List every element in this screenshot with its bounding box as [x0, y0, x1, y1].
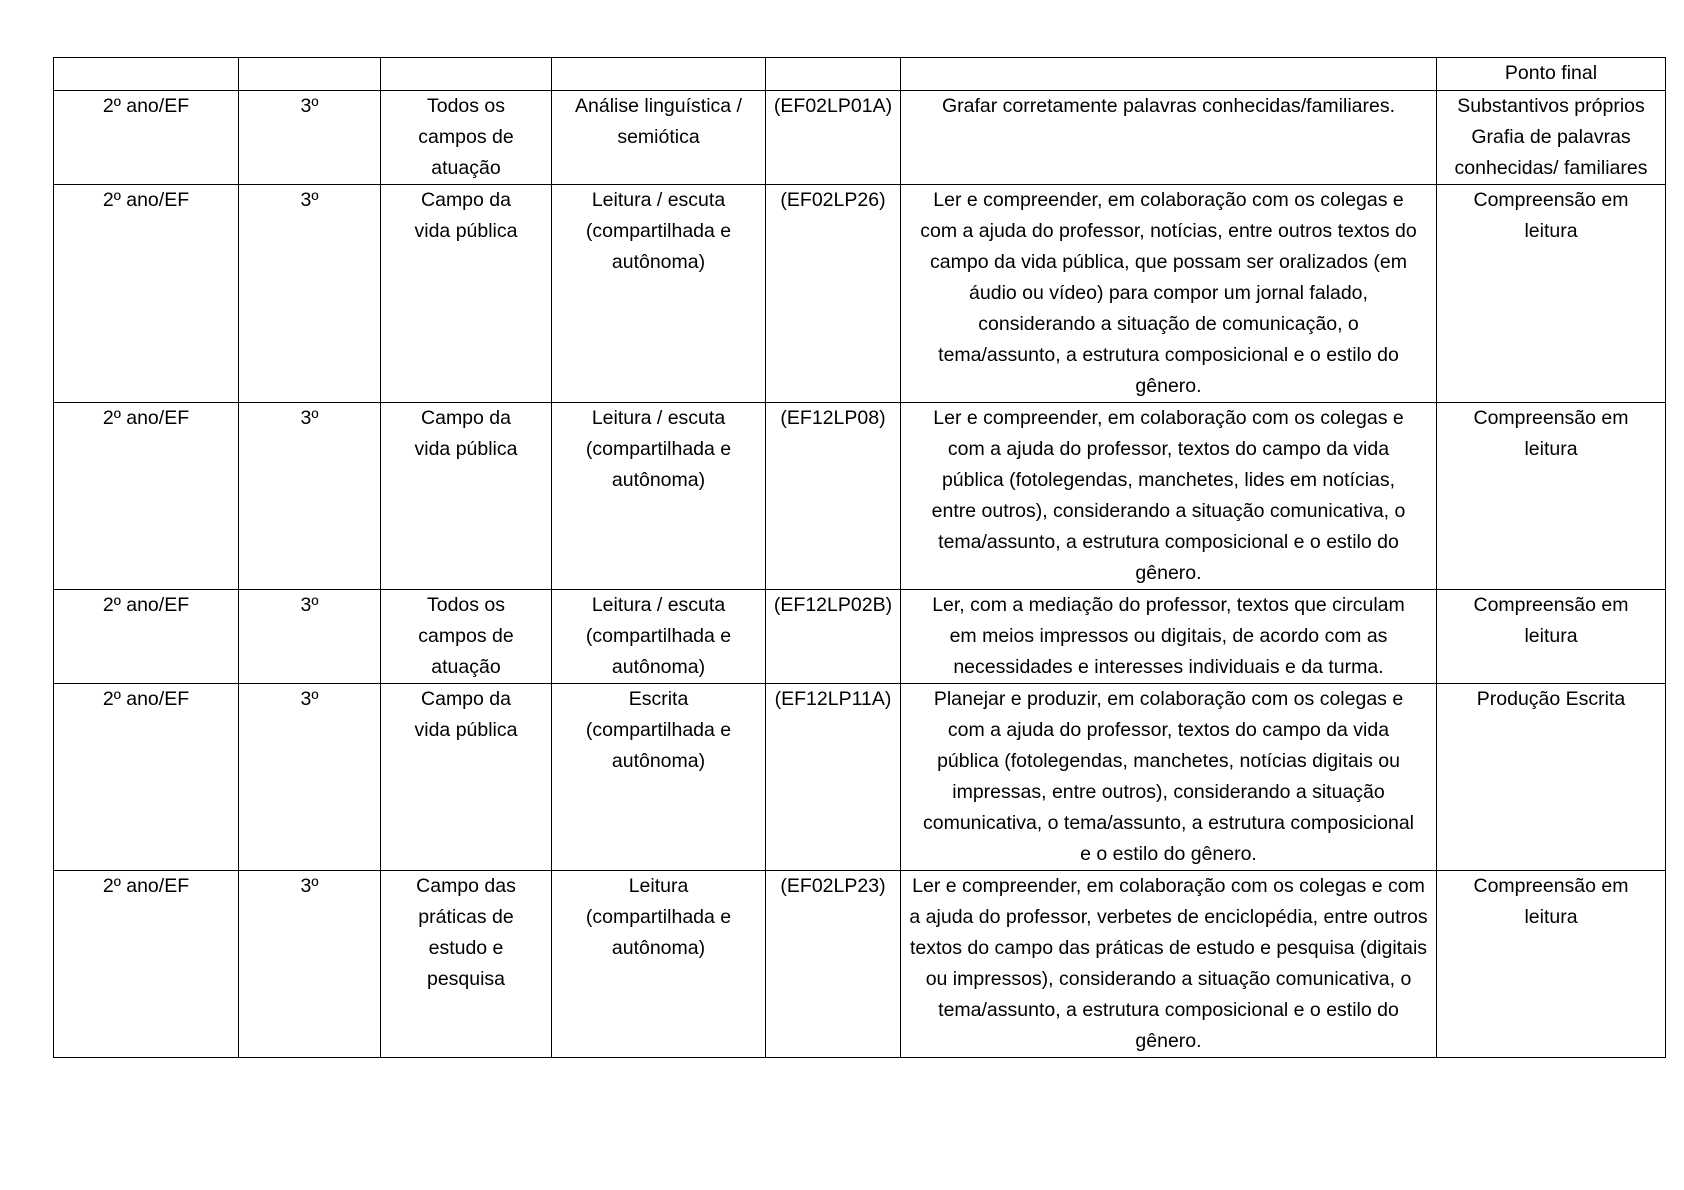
cell-pratica: Leitura / escuta (compartilhada e autônoma) — [552, 185, 766, 403]
cell-codigo: (EF02LP23) — [766, 871, 901, 1058]
cell-habilidade: Ler e compreender, em colaboração com os colegas e com a ajuda do professor, textos do campo da vida pública (fotolegendas, manchetes, lides em notícias, entre outros), considerando a situação comunicativa, o tema/assunto, a estrutura composicional e o estilo do gênero. — [901, 403, 1437, 590]
cell-bimestre: 3º — [239, 590, 381, 684]
table-row — [54, 91, 1666, 185]
cell-campo: Campo da vida pública — [381, 185, 552, 403]
cell-ponto: Compreensão em leitura — [1437, 403, 1666, 590]
cell-codigo: (EF02LP01A) — [766, 91, 901, 185]
cell-codigo: (EF12LP08) — [766, 403, 901, 590]
cell-ponto: Compreensão em leitura — [1437, 871, 1666, 1058]
table-row — [54, 871, 1666, 1058]
cell-ponto: Compreensão em leitura — [1437, 590, 1666, 684]
cell-codigo: (EF02LP26) — [766, 185, 901, 403]
cell-pratica: Leitura / escuta (compartilhada e autônoma) — [552, 403, 766, 590]
cell-serie: 2º ano/EF — [54, 684, 239, 871]
cell-bimestre: 3º — [239, 403, 381, 590]
table-row — [54, 185, 1666, 403]
cell-pratica: Leitura (compartilhada e autônoma) — [552, 871, 766, 1058]
cell-campo: Todos os campos de atuação — [381, 590, 552, 684]
cell-ponto: Produção Escrita — [1437, 684, 1666, 871]
cell-habilidade: Planejar e produzir, em colaboração com os colegas e com a ajuda do professor, textos do campo da vida pública (fotolegendas, manchetes, notícias digitais ou impressas, entre outros), considerando a situação comunicativa, o tema/assunto, a estrutura composicional e o estilo do gênero. — [901, 684, 1437, 871]
header-cell — [381, 58, 552, 91]
cell-bimestre: 3º — [239, 871, 381, 1058]
table-row — [54, 403, 1666, 590]
header-cell — [239, 58, 381, 91]
cell-serie: 2º ano/EF — [54, 91, 239, 185]
cell-habilidade: Ler e compreender, em colaboração com os colegas e com a ajuda do professor, verbetes de enciclopédia, entre outros textos do campo das práticas de estudo e pesquisa (digitais ou impressos), considerando a situação comunicativa, o tema/assunto, a estrutura composicional e o estilo do gênero. — [901, 871, 1437, 1058]
curriculum-table — [53, 57, 1666, 1058]
cell-ponto: Compreensão em leitura — [1437, 185, 1666, 403]
header-cell — [54, 58, 239, 91]
cell-pratica: Leitura / escuta (compartilhada e autônoma) — [552, 590, 766, 684]
header-cell — [766, 58, 901, 91]
cell-bimestre: 3º — [239, 91, 381, 185]
header-row — [54, 58, 1666, 91]
cell-bimestre: 3º — [239, 185, 381, 403]
curriculum-table-container — [53, 57, 1665, 1058]
cell-serie: 2º ano/EF — [54, 185, 239, 403]
cell-pratica: Análise linguística / semiótica — [552, 91, 766, 185]
cell-habilidade: Ler e compreender, em colaboração com os colegas e com a ajuda do professor, notícias, entre outros textos do campo da vida pública, que possam ser oralizados (em áudio ou vídeo) para compor um jornal falado, considerando a situação de comunicação, o tema/assunto, a estrutura composicional e o estilo do gênero. — [901, 185, 1437, 403]
cell-campo: Campo da vida pública — [381, 684, 552, 871]
cell-serie: 2º ano/EF — [54, 403, 239, 590]
table-row — [54, 684, 1666, 871]
header-cell — [901, 58, 1437, 91]
cell-serie: 2º ano/EF — [54, 871, 239, 1058]
cell-codigo: (EF12LP02B) — [766, 590, 901, 684]
cell-habilidade: Grafar corretamente palavras conhecidas/familiares. — [901, 91, 1437, 185]
cell-bimestre: 3º — [239, 684, 381, 871]
cell-ponto: Substantivos próprios Grafia de palavras conhecidas/ familiares — [1437, 91, 1666, 185]
cell-campo: Campo da vida pública — [381, 403, 552, 590]
cell-pratica: Escrita (compartilhada e autônoma) — [552, 684, 766, 871]
cell-codigo: (EF12LP11A) — [766, 684, 901, 871]
cell-serie: 2º ano/EF — [54, 590, 239, 684]
cell-campo: Campo das práticas de estudo e pesquisa — [381, 871, 552, 1058]
cell-campo: Todos os campos de atuação — [381, 91, 552, 185]
header-cell-ponto-final: Ponto final — [1437, 58, 1666, 91]
table-row — [54, 590, 1666, 684]
cell-habilidade: Ler, com a mediação do professor, textos que circulam em meios impressos ou digitais, de acordo com as necessidades e interesses individuais e da turma. — [901, 590, 1437, 684]
header-cell — [552, 58, 766, 91]
